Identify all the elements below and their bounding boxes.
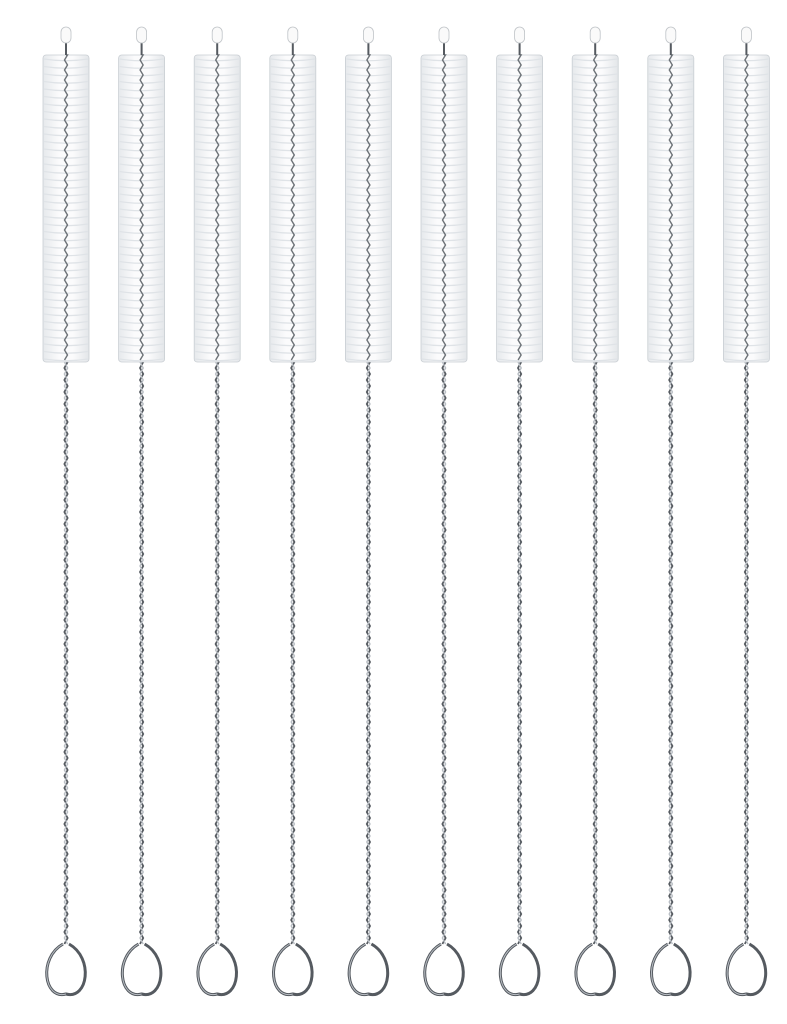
handle-loop bbox=[122, 944, 161, 995]
tip-cap bbox=[288, 27, 298, 43]
handle-loop-highlight bbox=[47, 944, 66, 995]
handle-loop-highlight bbox=[349, 944, 368, 995]
brush-4 bbox=[270, 27, 316, 995]
tip-cap bbox=[363, 27, 373, 43]
handle-loop-highlight bbox=[500, 944, 519, 995]
handle-loop-highlight bbox=[198, 944, 217, 995]
handle-loop bbox=[576, 944, 615, 995]
brush-5 bbox=[345, 27, 391, 995]
brush-1 bbox=[43, 27, 89, 995]
handle-loop-highlight bbox=[652, 944, 671, 995]
tip-cap bbox=[137, 27, 147, 43]
handle-loop bbox=[47, 944, 86, 995]
brush-7 bbox=[497, 27, 543, 995]
tip-cap bbox=[61, 27, 71, 43]
handle-loop bbox=[652, 944, 691, 995]
tip-cap bbox=[212, 27, 222, 43]
brush-6 bbox=[421, 27, 467, 995]
handle-loop bbox=[727, 944, 766, 995]
brush-10 bbox=[723, 27, 769, 995]
tip-cap bbox=[666, 27, 676, 43]
handle-loop bbox=[425, 944, 464, 995]
brush-9 bbox=[648, 27, 694, 995]
tip-cap bbox=[590, 27, 600, 43]
handle-loop-highlight bbox=[576, 944, 595, 995]
brush-8 bbox=[572, 27, 618, 995]
handle-loop bbox=[198, 944, 237, 995]
handle-loop-highlight bbox=[274, 944, 293, 995]
handle-loop bbox=[349, 944, 388, 995]
handle-loop bbox=[500, 944, 539, 995]
tip-cap bbox=[439, 27, 449, 43]
tip-cap bbox=[515, 27, 525, 43]
handle-loop-highlight bbox=[122, 944, 141, 995]
brush-3 bbox=[194, 27, 240, 995]
tip-cap bbox=[741, 27, 751, 43]
handle-loop-highlight bbox=[425, 944, 444, 995]
handle-loop bbox=[274, 944, 313, 995]
brush-2 bbox=[119, 27, 165, 995]
handle-loop-highlight bbox=[727, 944, 746, 995]
